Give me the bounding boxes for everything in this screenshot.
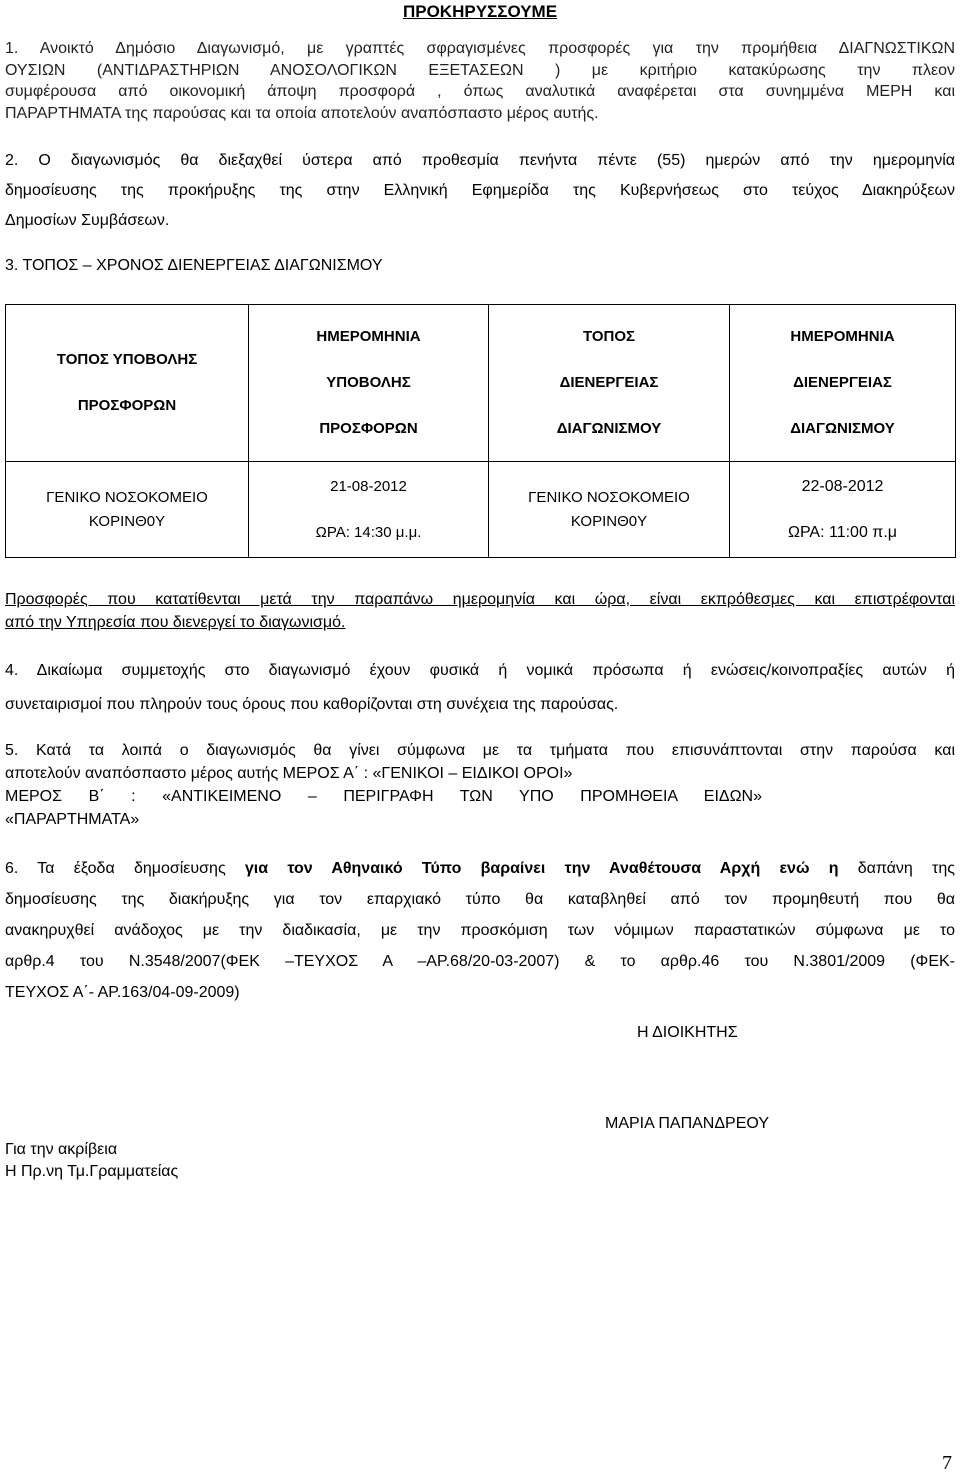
- page-number: 7: [942, 1452, 952, 1474]
- certification-note: [5, 1139, 178, 1183]
- table-row: [6, 462, 956, 558]
- paragraph-1-line: ΟΥΣΙΩΝ (ΑΝΤΙΔΡΑΣΤΗΡΙΩΝ ΑΝΟΣΟΛΟΓΙΚΩΝ ΕΞΕΤΑΣΕΩΝ ) με κριτήριο κατακύρωσης την πλεον: [5, 61, 955, 79]
- paragraph-5-line: αποτελούν αναπόσπαστο μέρος αυτής ΜΕΡΟΣ Α΄ : «ΓΕΝΙΚΟΙ – ΕΙΔΙΚΟΙ ΟΡΟΙ»: [5, 765, 573, 782]
- paragraph-1: [5, 38, 955, 124]
- cell-tender-date: 22-08-2012 ΩΡΑ: 11:00 π.μ: [730, 462, 956, 558]
- tender-schedule-table: [5, 304, 956, 558]
- paragraph-6-line: ανακηρυχθεί ανάδοχος με την διαδικασία, με την προσκόμιση των νόμιμων παραστατικών σύμφωνα με το: [5, 922, 955, 939]
- paragraph-1-line: 1. Ανοικτό Δημόσιο Διαγωνισμό, με γραπτές σφραγισμένες προσφορές για την προμήθεια ΔΙΑΓΝΩΣΤΙΚΩΝ: [5, 40, 955, 57]
- paragraph-5-line: «ΠΑΡΑΡΤΗΜΑΤΑ»: [5, 811, 140, 828]
- cell-tender-place: ΓΕΝΙΚΟ ΝΟΣΟΚΟΜΕΙΟ ΚΟΡΙΝΘ0Υ: [489, 462, 730, 558]
- signatory-name: ΜΑΡΙΑ ΠΑΠΑΝΔΡΕΟΥ: [605, 1115, 769, 1132]
- paragraph-2-line: Δημοσίων Συμβάσεων.: [5, 212, 170, 229]
- paragraph-2: [5, 146, 955, 236]
- cell-submission-place: ΓΕΝΙΚΟ ΝΟΣΟΚΟΜΕΙΟ ΚΟΡΙΝΘ0Υ: [6, 462, 249, 558]
- table-header-row: [6, 305, 956, 462]
- notice-line: Προσφορές που κατατίθενται μετά την παραπάνω ημερομηνία και ώρα, είναι εκπρόθεσμες και επιστρέφονται: [5, 591, 955, 608]
- paragraph-1-line: συμφέρουσα από οικονομική άποψη προσφορά , όπως αναλυτικά αναφέρεται στα συνημμένα ΜΕΡΗ και: [5, 83, 955, 100]
- paragraph-6-line: 6. Τα έξοδα δημοσίευσης για τον Αθηναικό Τύπο βαραίνει την Αναθέτουσα Αρχή ενώ η δαπάνη της: [5, 860, 955, 877]
- paragraph-4-line: 4. Δικαίωμα συμμετοχής στο διαγωνισμό έχουν φυσικά ή νομικά πρόσωπα ή ενώσεις/κοινοπραξίες αυτών ή: [5, 662, 955, 679]
- header-submission-place: ΤΟΠΟΣ ΥΠΟΒΟΛΗΣ ΠΡΟΣΦΟΡΩΝ: [6, 305, 249, 462]
- signatory-title: Η ΔΙΟΙΚΗΤΗΣ: [637, 1024, 738, 1041]
- paragraph-5-line: ΜΕΡΟΣ Β΄ : «ΑΝΤΙΚΕΙΜΕΝΟ – ΠΕΡΙΓΡΑΦΗ ΤΩΝ ΥΠΟ ΠΡΟΜΗΘΕΙΑ ΕΙΔΩΝ»: [5, 788, 762, 805]
- paragraph-2-line: 2. Ο διαγωνισμός θα διεξαχθεί ύστερα από προθεσμία πενήντα πέντε (55) ημερών από την ημερομηνία: [5, 152, 955, 169]
- paragraph-2-line: δημοσίευσης της προκήρυξης της στην Ελληνική Εφημερίδα της Κυβερνήσεως στο τεύχος Διακηρύξεων: [5, 182, 955, 199]
- certification-line: Για την ακρίβεια: [5, 1141, 118, 1158]
- header-submission-date: ΗΜΕΡΟΜΗΝΙΑ ΥΠΟΒΟΛΗΣ ΠΡΟΣΦΟΡΩΝ: [249, 305, 489, 462]
- section-3-heading: 3. ΤΟΠΟΣ – ΧΡΟΝΟΣ ΔΙΕΝΕΡΓΕΙΑΣ ΔΙΑΓΩΝΙΣΜΟΥ: [5, 257, 383, 274]
- paragraph-6-bold: για τον Αθηναικό Τύπο βαραίνει την Αναθέτουσα Αρχή ενώ η: [244, 860, 839, 877]
- header-tender-date: ΗΜΕΡΟΜΗΝΙΑ ΔΙΕΝΕΡΓΕΙΑΣ ΔΙΑΓΩΝΙΣΜΟΥ: [730, 305, 956, 462]
- late-offers-notice: [5, 588, 955, 634]
- document-title: ΠΡΟΚΗΡΥΣΣΟΥΜΕ: [402, 2, 558, 21]
- paragraph-5: [5, 739, 955, 831]
- notice-line: από την Υπηρεσία που διενεργεί το διαγωνισμό.: [5, 614, 346, 631]
- paragraph-6-line: ΤΕΥΧΟΣ Α΄- ΑΡ.163/04-09-2009): [5, 984, 240, 1001]
- cell-submission-date: 21-08-2012 ΩΡΑ: 14:30 μ.μ.: [249, 462, 489, 558]
- certification-line: Η Πρ.νη Τμ.Γραμματείας: [5, 1163, 179, 1180]
- header-tender-place: ΤΟΠΟΣ ΔΙΕΝΕΡΓΕΙΑΣ ΔΙΑΓΩΝΙΣΜΟΥ: [489, 305, 730, 462]
- paragraph-6-line: αρθρ.4 του Ν.3548/2007(ΦΕΚ –ΤΕΥΧΟΣ Α –ΑΡ.68/20-03-2007) & το αρθρ.46 του Ν.3801/2009 (ΦΕΚ-: [5, 953, 955, 970]
- paragraph-4: [5, 654, 955, 722]
- paragraph-1-line: ΠΑΡΑΡΤΗΜΑΤΑ της παρούσας και τα οποία αποτελούν αναπόσπαστο μέρος αυτής.: [5, 104, 599, 122]
- paragraph-6-line: δημοσίευσης της διακήρυξης για τον επαρχιακό τύπο θα καταβληθεί από τον προμηθευτή που θα: [5, 891, 955, 908]
- paragraph-6: [5, 853, 955, 1008]
- paragraph-5-line: 5. Κατά τα λοιπά ο διαγωνισμός θα γίνει σύμφωνα με τα τμήματα που επισυνάπτονται στην παρούσα και: [5, 742, 955, 759]
- paragraph-4-line: συνεταιρισμοί που πληρούν τους όρους που καθορίζονται στη συνέχεια της παρούσας.: [5, 696, 619, 713]
